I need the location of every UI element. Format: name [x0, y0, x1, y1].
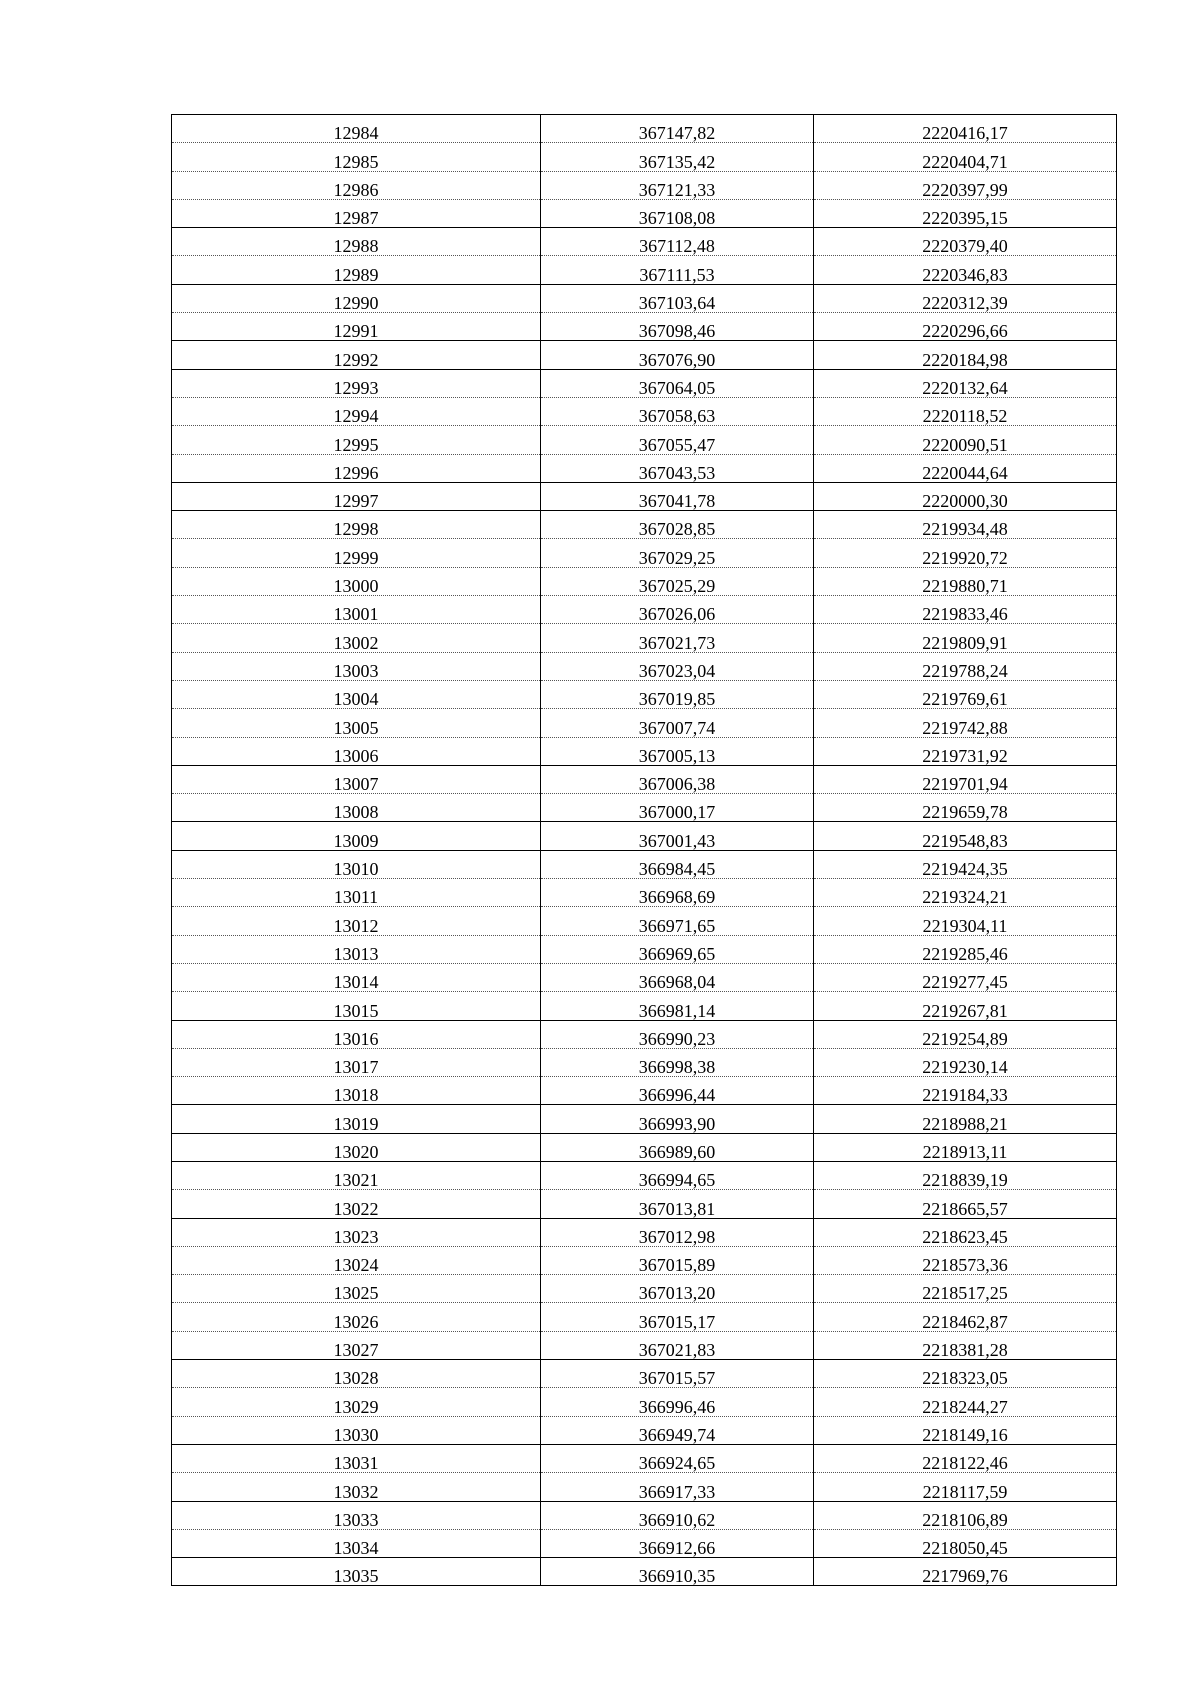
- y-coordinate-cell: 2220404,71: [814, 143, 1117, 171]
- table-row: [172, 482, 1117, 510]
- table-row: [172, 1077, 1117, 1105]
- y-coordinate-cell: 2220379,40: [814, 228, 1117, 256]
- point-number-cell: 13000: [172, 567, 541, 595]
- table-row: [172, 397, 1117, 425]
- point-number-cell: 13022: [172, 1190, 541, 1218]
- y-coordinate-cell: 2218462,87: [814, 1303, 1117, 1331]
- x-coordinate-cell: 367064,05: [541, 369, 814, 397]
- y-coordinate-cell: 2220416,17: [814, 115, 1117, 143]
- table-row: [172, 1246, 1117, 1274]
- x-coordinate-cell: 366998,38: [541, 1048, 814, 1076]
- table-row: [172, 1331, 1117, 1359]
- point-number-cell: 13005: [172, 709, 541, 737]
- point-number-cell: 12997: [172, 482, 541, 510]
- table-row: [172, 1105, 1117, 1133]
- x-coordinate-cell: 366968,69: [541, 879, 814, 907]
- x-coordinate-cell: 366968,04: [541, 963, 814, 991]
- table-row: [172, 992, 1117, 1020]
- x-coordinate-cell: 366912,66: [541, 1529, 814, 1557]
- y-coordinate-cell: 2219701,94: [814, 765, 1117, 793]
- table-row: [172, 652, 1117, 680]
- point-number-cell: 12990: [172, 284, 541, 312]
- point-number-cell: 13004: [172, 680, 541, 708]
- y-coordinate-cell: 2220132,64: [814, 369, 1117, 397]
- y-coordinate-cell: 2219254,89: [814, 1020, 1117, 1048]
- table-row: [172, 1161, 1117, 1189]
- y-coordinate-cell: 2217969,76: [814, 1558, 1117, 1586]
- x-coordinate-cell: 367108,08: [541, 199, 814, 227]
- table-row: [172, 624, 1117, 652]
- point-number-cell: 13008: [172, 794, 541, 822]
- y-coordinate-cell: 2218244,27: [814, 1388, 1117, 1416]
- y-coordinate-cell: 2220118,52: [814, 397, 1117, 425]
- y-coordinate-cell: 2219880,71: [814, 567, 1117, 595]
- x-coordinate-cell: 367007,74: [541, 709, 814, 737]
- point-number-cell: 13012: [172, 907, 541, 935]
- table-row: [172, 1218, 1117, 1246]
- y-coordinate-cell: 2219788,24: [814, 652, 1117, 680]
- coordinates-table: [171, 114, 1117, 1586]
- x-coordinate-cell: 367029,25: [541, 539, 814, 567]
- table-row: [172, 256, 1117, 284]
- table-row: [172, 426, 1117, 454]
- point-number-cell: 13033: [172, 1501, 541, 1529]
- x-coordinate-cell: 367026,06: [541, 596, 814, 624]
- table-row: [172, 1360, 1117, 1388]
- y-coordinate-cell: 2218050,45: [814, 1529, 1117, 1557]
- x-coordinate-cell: 366969,65: [541, 935, 814, 963]
- x-coordinate-cell: 366971,65: [541, 907, 814, 935]
- y-coordinate-cell: 2220000,30: [814, 482, 1117, 510]
- y-coordinate-cell: 2218149,16: [814, 1416, 1117, 1444]
- table-row: [172, 341, 1117, 369]
- x-coordinate-cell: 367043,53: [541, 454, 814, 482]
- point-number-cell: 13013: [172, 935, 541, 963]
- y-coordinate-cell: 2218988,21: [814, 1105, 1117, 1133]
- point-number-cell: 12999: [172, 539, 541, 567]
- point-number-cell: 13001: [172, 596, 541, 624]
- x-coordinate-cell: 366949,74: [541, 1416, 814, 1444]
- x-coordinate-cell: 366910,35: [541, 1558, 814, 1586]
- y-coordinate-cell: 2219731,92: [814, 737, 1117, 765]
- point-number-cell: 13010: [172, 850, 541, 878]
- y-coordinate-cell: 2219742,88: [814, 709, 1117, 737]
- y-coordinate-cell: 2219920,72: [814, 539, 1117, 567]
- x-coordinate-cell: 367021,73: [541, 624, 814, 652]
- point-number-cell: 12987: [172, 199, 541, 227]
- table-row: [172, 115, 1117, 143]
- x-coordinate-cell: 367076,90: [541, 341, 814, 369]
- x-coordinate-cell: 367041,78: [541, 482, 814, 510]
- y-coordinate-cell: 2218913,11: [814, 1133, 1117, 1161]
- y-coordinate-cell: 2220346,83: [814, 256, 1117, 284]
- x-coordinate-cell: 367006,38: [541, 765, 814, 793]
- table-row: [172, 284, 1117, 312]
- y-coordinate-cell: 2219184,33: [814, 1077, 1117, 1105]
- x-coordinate-cell: 366984,45: [541, 850, 814, 878]
- x-coordinate-cell: 367015,89: [541, 1246, 814, 1274]
- x-coordinate-cell: 367012,98: [541, 1218, 814, 1246]
- y-coordinate-cell: 2219833,46: [814, 596, 1117, 624]
- table-row: [172, 369, 1117, 397]
- y-coordinate-cell: 2220184,98: [814, 341, 1117, 369]
- point-number-cell: 13028: [172, 1360, 541, 1388]
- point-number-cell: 13024: [172, 1246, 541, 1274]
- x-coordinate-cell: 366989,60: [541, 1133, 814, 1161]
- x-coordinate-cell: 367015,57: [541, 1360, 814, 1388]
- x-coordinate-cell: 367147,82: [541, 115, 814, 143]
- y-coordinate-cell: 2219424,35: [814, 850, 1117, 878]
- y-coordinate-cell: 2218665,57: [814, 1190, 1117, 1218]
- table-row: [172, 1501, 1117, 1529]
- table-row: [172, 822, 1117, 850]
- y-coordinate-cell: 2218517,25: [814, 1275, 1117, 1303]
- x-coordinate-cell: 366924,65: [541, 1444, 814, 1472]
- x-coordinate-cell: 367055,47: [541, 426, 814, 454]
- point-number-cell: 13035: [172, 1558, 541, 1586]
- point-number-cell: 13029: [172, 1388, 541, 1416]
- point-number-cell: 13006: [172, 737, 541, 765]
- table-row: [172, 567, 1117, 595]
- x-coordinate-cell: 366917,33: [541, 1473, 814, 1501]
- y-coordinate-cell: 2218573,36: [814, 1246, 1117, 1274]
- x-coordinate-cell: 367013,20: [541, 1275, 814, 1303]
- y-coordinate-cell: 2220395,15: [814, 199, 1117, 227]
- y-coordinate-cell: 2220044,64: [814, 454, 1117, 482]
- point-number-cell: 13007: [172, 765, 541, 793]
- point-number-cell: 13025: [172, 1275, 541, 1303]
- point-number-cell: 12986: [172, 171, 541, 199]
- x-coordinate-cell: 367111,53: [541, 256, 814, 284]
- table-row: [172, 794, 1117, 822]
- point-number-cell: 13019: [172, 1105, 541, 1133]
- point-number-cell: 13030: [172, 1416, 541, 1444]
- table-row: [172, 228, 1117, 256]
- point-number-cell: 13002: [172, 624, 541, 652]
- point-number-cell: 13031: [172, 1444, 541, 1472]
- point-number-cell: 12985: [172, 143, 541, 171]
- table-row: [172, 1473, 1117, 1501]
- point-number-cell: 13026: [172, 1303, 541, 1331]
- table-row: [172, 680, 1117, 708]
- point-number-cell: 12984: [172, 115, 541, 143]
- table-row: [172, 171, 1117, 199]
- point-number-cell: 12993: [172, 369, 541, 397]
- table-row: [172, 1190, 1117, 1218]
- x-coordinate-cell: 367121,33: [541, 171, 814, 199]
- y-coordinate-cell: 2220296,66: [814, 313, 1117, 341]
- x-coordinate-cell: 367058,63: [541, 397, 814, 425]
- y-coordinate-cell: 2219304,11: [814, 907, 1117, 935]
- y-coordinate-cell: 2219659,78: [814, 794, 1117, 822]
- x-coordinate-cell: 366996,44: [541, 1077, 814, 1105]
- table-row: [172, 1303, 1117, 1331]
- y-coordinate-cell: 2219548,83: [814, 822, 1117, 850]
- table-row: [172, 1275, 1117, 1303]
- table-row: [172, 1388, 1117, 1416]
- y-coordinate-cell: 2218122,46: [814, 1444, 1117, 1472]
- x-coordinate-cell: 367021,83: [541, 1331, 814, 1359]
- point-number-cell: 12992: [172, 341, 541, 369]
- y-coordinate-cell: 2219809,91: [814, 624, 1117, 652]
- table-row: [172, 709, 1117, 737]
- y-coordinate-cell: 2219324,21: [814, 879, 1117, 907]
- y-coordinate-cell: 2219267,81: [814, 992, 1117, 1020]
- x-coordinate-cell: 367019,85: [541, 680, 814, 708]
- x-coordinate-cell: 366990,23: [541, 1020, 814, 1048]
- point-number-cell: 13027: [172, 1331, 541, 1359]
- point-number-cell: 12996: [172, 454, 541, 482]
- point-number-cell: 13003: [172, 652, 541, 680]
- table-row: [172, 850, 1117, 878]
- table-row: [172, 1444, 1117, 1472]
- x-coordinate-cell: 367135,42: [541, 143, 814, 171]
- point-number-cell: 12998: [172, 511, 541, 539]
- point-number-cell: 13014: [172, 963, 541, 991]
- point-number-cell: 12988: [172, 228, 541, 256]
- table-row: [172, 539, 1117, 567]
- x-coordinate-cell: 366910,62: [541, 1501, 814, 1529]
- table-row: [172, 907, 1117, 935]
- x-coordinate-cell: 366993,90: [541, 1105, 814, 1133]
- table-row: [172, 879, 1117, 907]
- x-coordinate-cell: 366981,14: [541, 992, 814, 1020]
- y-coordinate-cell: 2218839,19: [814, 1161, 1117, 1189]
- table-row: [172, 199, 1117, 227]
- x-coordinate-cell: 367098,46: [541, 313, 814, 341]
- y-coordinate-cell: 2220312,39: [814, 284, 1117, 312]
- y-coordinate-cell: 2218106,89: [814, 1501, 1117, 1529]
- y-coordinate-cell: 2219769,61: [814, 680, 1117, 708]
- x-coordinate-cell: 366996,46: [541, 1388, 814, 1416]
- point-number-cell: 12989: [172, 256, 541, 284]
- y-coordinate-cell: 2218323,05: [814, 1360, 1117, 1388]
- point-number-cell: 12995: [172, 426, 541, 454]
- y-coordinate-cell: 2219285,46: [814, 935, 1117, 963]
- x-coordinate-cell: 367112,48: [541, 228, 814, 256]
- table-row: [172, 454, 1117, 482]
- point-number-cell: 13032: [172, 1473, 541, 1501]
- x-coordinate-cell: 367015,17: [541, 1303, 814, 1331]
- x-coordinate-cell: 367000,17: [541, 794, 814, 822]
- y-coordinate-cell: 2218623,45: [814, 1218, 1117, 1246]
- x-coordinate-cell: 367025,29: [541, 567, 814, 595]
- table-row: [172, 313, 1117, 341]
- x-coordinate-cell: 367005,13: [541, 737, 814, 765]
- table-row: [172, 765, 1117, 793]
- table-row: [172, 143, 1117, 171]
- x-coordinate-cell: 367001,43: [541, 822, 814, 850]
- point-number-cell: 12991: [172, 313, 541, 341]
- point-number-cell: 13015: [172, 992, 541, 1020]
- table-row: [172, 596, 1117, 624]
- y-coordinate-cell: 2219934,48: [814, 511, 1117, 539]
- point-number-cell: 13011: [172, 879, 541, 907]
- table-row: [172, 737, 1117, 765]
- table-row: [172, 1048, 1117, 1076]
- table-row: [172, 1020, 1117, 1048]
- x-coordinate-cell: 367023,04: [541, 652, 814, 680]
- point-number-cell: 13034: [172, 1529, 541, 1557]
- table-row: [172, 511, 1117, 539]
- point-number-cell: 13016: [172, 1020, 541, 1048]
- table-row: [172, 1416, 1117, 1444]
- x-coordinate-cell: 367103,64: [541, 284, 814, 312]
- table-row: [172, 1558, 1117, 1586]
- y-coordinate-cell: 2218117,59: [814, 1473, 1117, 1501]
- y-coordinate-cell: 2219277,45: [814, 963, 1117, 991]
- x-coordinate-cell: 366994,65: [541, 1161, 814, 1189]
- x-coordinate-cell: 367028,85: [541, 511, 814, 539]
- point-number-cell: 13017: [172, 1048, 541, 1076]
- table-row: [172, 1133, 1117, 1161]
- y-coordinate-cell: 2220397,99: [814, 171, 1117, 199]
- point-number-cell: 13020: [172, 1133, 541, 1161]
- point-number-cell: 13009: [172, 822, 541, 850]
- y-coordinate-cell: 2219230,14: [814, 1048, 1117, 1076]
- point-number-cell: 13023: [172, 1218, 541, 1246]
- table-row: [172, 935, 1117, 963]
- point-number-cell: 13021: [172, 1161, 541, 1189]
- y-coordinate-cell: 2220090,51: [814, 426, 1117, 454]
- coordinates-table-body: [172, 115, 1117, 1586]
- table-row: [172, 1529, 1117, 1557]
- y-coordinate-cell: 2218381,28: [814, 1331, 1117, 1359]
- x-coordinate-cell: 367013,81: [541, 1190, 814, 1218]
- point-number-cell: 12994: [172, 397, 541, 425]
- table-row: [172, 963, 1117, 991]
- point-number-cell: 13018: [172, 1077, 541, 1105]
